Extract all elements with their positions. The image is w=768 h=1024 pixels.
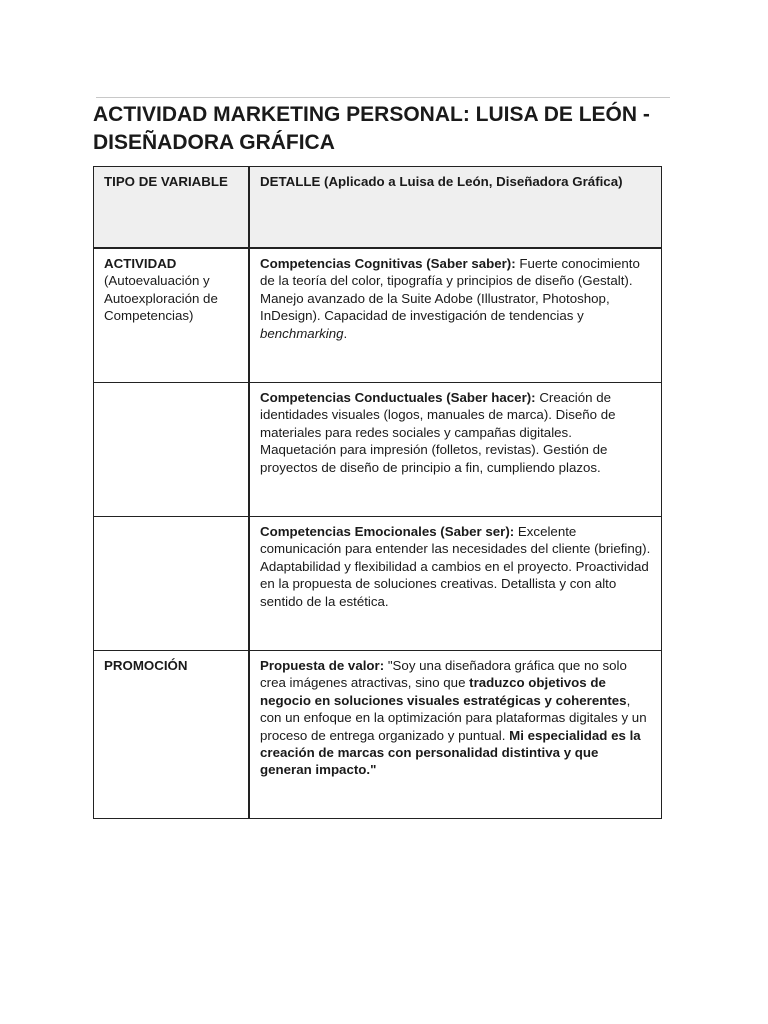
detail-heading: Competencias Emocionales (Saber ser):: [260, 524, 515, 539]
marketing-table: [93, 166, 662, 819]
table-header-row: [94, 167, 662, 249]
header-cell-type: TIPO DE VARIABLE: [94, 167, 250, 249]
detail-bold-text: Mi especialidad es la creación de marcas con personalidad distintiva y que generan impacto.": [260, 727, 641, 778]
detail-cell: [249, 248, 662, 383]
table-row: [94, 651, 662, 819]
detail-heading: Competencias Cognitivas (Saber saber):: [260, 256, 516, 271]
detail-cell: [249, 517, 662, 651]
type-cell: [94, 248, 250, 383]
table-row: [94, 248, 662, 383]
detail-bold-text: traduzco objetivos de negocio en soluciones visuales estratégicas y coherentes: [260, 675, 627, 708]
type-cell: [94, 517, 250, 651]
document-title: ACTIVIDAD MARKETING PERSONAL: LUISA DE LEÓN - DISEÑADORA GRÁFICA: [93, 103, 650, 154]
detail-heading: Propuesta de valor:: [260, 658, 385, 673]
detail-text: Creación de identidades visuales (logos, manuales de marca). Diseño de materiales para redes sociales y campañas digitales. Maquetación para impresión (folletos, revistas). Gestión de proyectos de diseño de principio a fin, cumpliendo plazos.: [260, 390, 616, 475]
detail-text: "Soy una diseñadora gráfica que no solo crea imágenes atractivas, sino que: [260, 658, 627, 691]
detail-cell: [249, 651, 662, 819]
detail-cell: [249, 383, 662, 517]
detail-italic: benchmarking: [260, 325, 344, 341]
detail-text: Fuerte conocimiento de la teoría del color, tipografía y principios de diseño (Gestalt). Manejo avanzado de la Suite Adobe (Illustrator, Photoshop, InDesign). Capacidad de investigación de tendencias y: [260, 256, 640, 324]
type-label: ACTIVIDAD: [104, 256, 177, 271]
table-row: [94, 517, 662, 651]
type-cell: PROMOCIÓN: [94, 651, 250, 819]
detail-text: , con un enfoque en la optimización para plataformas digitales y un proceso de entrega organizado y puntual.: [260, 692, 647, 743]
table-row: [94, 383, 662, 517]
detail-heading: Competencias Conductuales (Saber hacer):: [260, 390, 536, 405]
detail-text: Excelente comunicación para entender las necesidades del cliente (briefing). Adaptabilidad y flexibilidad a cambios en el proyecto. Proactividad en la propuesta de soluciones creativas. Detallista y con alto sentido de la estética.: [260, 524, 651, 609]
type-sublabel: (Autoevaluación y Autoexploración de Competencias): [104, 273, 218, 324]
detail-end: .: [343, 325, 348, 341]
type-cell: [94, 383, 250, 517]
header-cell-detail: DETALLE (Aplicado a Luisa de León, Diseñadora Gráfica): [249, 167, 662, 249]
top-divider: [96, 97, 670, 98]
